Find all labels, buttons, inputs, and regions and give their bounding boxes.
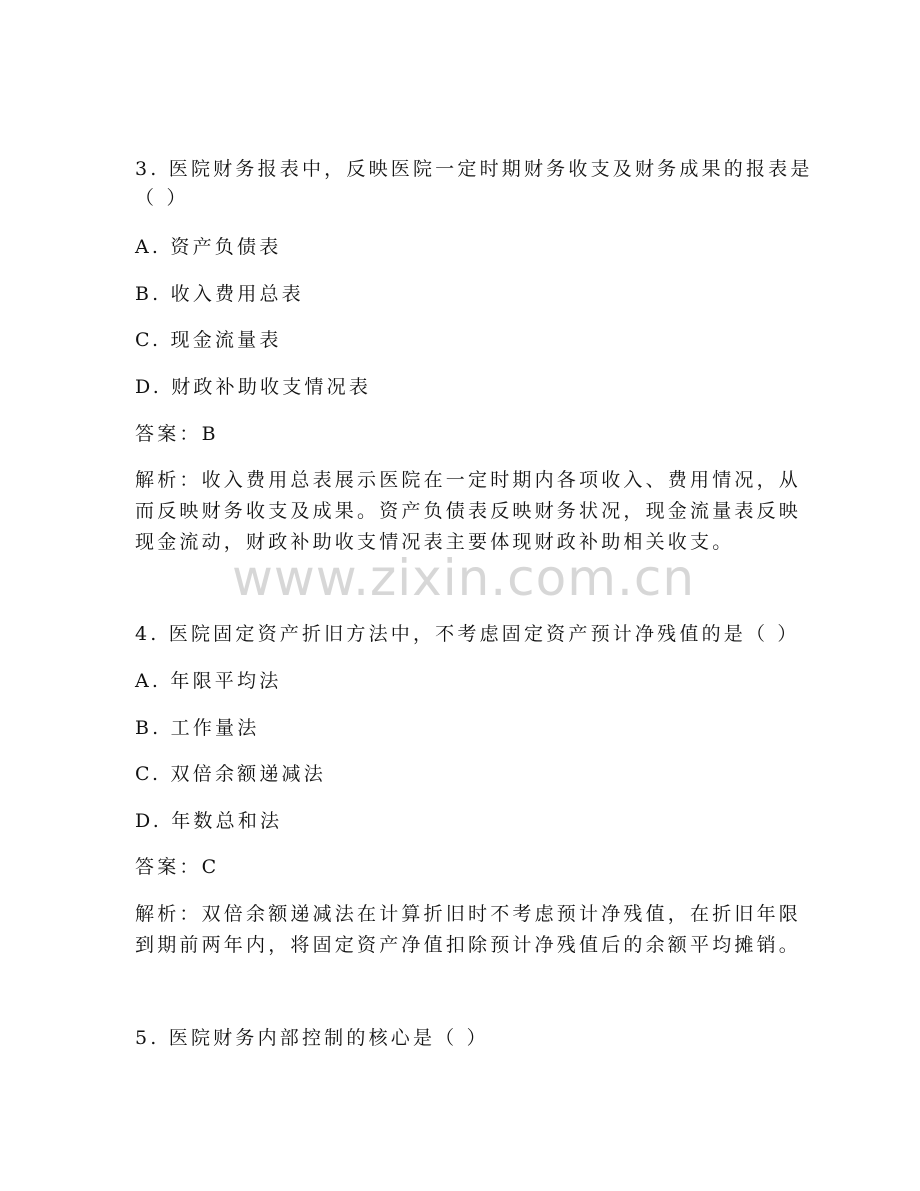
q3-option-b: B. 收入费用总表 [135,283,304,305]
q3-analysis-line-3: 现金流动，财政补助收支情况表主要体现财政补助相关收支。 [135,531,735,553]
q3-analysis-line-1: 解析：收入费用总表展示医院在一定时期内各项收入、费用情况，从 [135,469,802,491]
q4-option-a: A. 年限平均法 [135,670,282,692]
q4-analysis-line-1: 解析：双倍余额递减法在计算折旧时不考虑预计净残值，在折旧年限 [135,903,802,925]
q4-option-d: D. 年数总和法 [135,810,283,832]
q4-analysis-line-2: 到期前两年内，将固定资产净值扣除预计净残值后的余额平均摊销。 [135,934,802,956]
q4-option-b: B. 工作量法 [135,717,260,739]
q5-stem: 5. 医院财务内部控制的核心是（ ） [135,1027,489,1049]
watermark-text: www.zixin.com.cn [232,549,696,607]
q3-option-d: D. 财政补助收支情况表 [135,376,372,398]
q4-option-c: C. 双倍余额递减法 [135,763,326,785]
q3-option-c: C. 现金流量表 [135,329,282,351]
q4-stem: 4. 医院固定资产折旧方法中，不考虑固定资产预计净残值的是（ ） [135,623,800,645]
q4-answer: 答案：C [135,856,220,878]
q3-analysis-line-2: 而反映财务收支及成果。资产负债表反映财务状况，现金流量表反映 [135,500,802,522]
q3-stem-line-2: （ ） [135,187,189,209]
q3-answer: 答案：B [135,423,219,445]
q3-stem-line-1: 3. 医院财务报表中，反映医院一定时期财务收支及财务成果的报表是 [135,158,813,180]
q3-option-a: A. 资产负债表 [135,236,282,258]
